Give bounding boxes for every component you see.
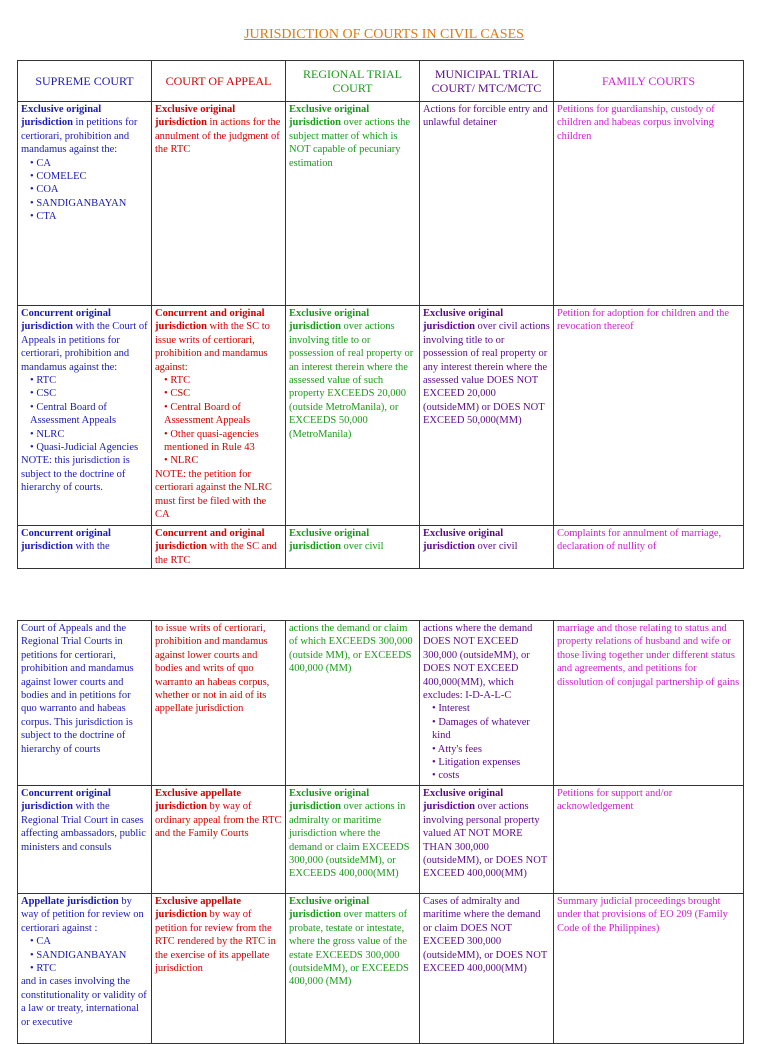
cell-bold-heading: Exclusive original jurisdiction bbox=[423, 528, 504, 553]
cell-family-courts bbox=[554, 786, 744, 894]
cell-supreme-court bbox=[18, 526, 152, 569]
list-item: • CTA bbox=[30, 210, 148, 223]
bullet-list bbox=[423, 702, 550, 782]
cell-bold-heading: Concurrent and original jurisdiction bbox=[155, 308, 265, 333]
table-row bbox=[18, 786, 744, 894]
cell-bold-heading: Exclusive original jurisdiction bbox=[289, 528, 370, 553]
cell-text: by way of petition for review from the RTC rendered by the RTC in the exercise of its appellate jurisdiction bbox=[155, 909, 276, 975]
cell-regional-trial-court bbox=[286, 786, 420, 894]
cell-bold-heading: Exclusive original jurisdiction bbox=[289, 788, 370, 813]
header-court-of-appeal: COURT OF APPEAL bbox=[152, 61, 286, 102]
cell-court-of-appeal bbox=[152, 102, 286, 306]
list-item: • NLRC bbox=[30, 428, 148, 441]
header-family-courts: FAMILY COURTS bbox=[554, 61, 744, 102]
table-row bbox=[18, 526, 744, 569]
cell-regional-trial-court bbox=[286, 621, 420, 786]
page-title: JURISDICTION OF COURTS IN CIVIL CASES bbox=[244, 27, 524, 42]
jurisdiction-table-part1 bbox=[17, 60, 744, 569]
header-regional-trial-court: REGIONAL TRIAL COURT bbox=[286, 61, 420, 102]
cell-bold-heading: Exclusive original jurisdiction bbox=[289, 308, 370, 333]
cell-text: Complaints for annulment of marriage, declaration of nullity of bbox=[557, 528, 722, 553]
cell-text: actions the demand or claim of which EXCEEDS 300,000 (outside MM), or EXCEEDS 400,000 (MM) bbox=[289, 623, 413, 675]
cell-bold-heading: Exclusive appellate jurisdiction bbox=[155, 896, 242, 921]
cell-court-of-appeal bbox=[152, 306, 286, 526]
list-item: • CSC bbox=[164, 387, 282, 400]
list-item: • Other quasi-agencies mentioned in Rule 43 bbox=[164, 428, 282, 455]
cell-family-courts bbox=[554, 894, 744, 1044]
cell-municipal-trial-court bbox=[420, 894, 554, 1044]
cell-text: Petitions for guardianship, custody of children and habeas corpus involving children bbox=[557, 104, 715, 142]
list-item: • NLRC bbox=[164, 454, 282, 467]
cell-municipal-trial-court bbox=[420, 786, 554, 894]
list-item: • Interest bbox=[432, 702, 550, 715]
cell-bold-heading: Concurrent original jurisdiction bbox=[21, 308, 111, 333]
table-row bbox=[18, 621, 744, 786]
list-item: • SANDIGANBAYAN bbox=[30, 949, 148, 962]
table-row bbox=[18, 306, 744, 526]
cell-text: in actions for the annulment of the judgment of the RTC bbox=[155, 117, 281, 156]
cell-text: Actions for forcible entry and unlawful detainer bbox=[423, 104, 548, 129]
cell-note: NOTE: this jurisdiction is subject to the doctrine of hierarchy of courts. bbox=[21, 455, 130, 494]
bullet-list bbox=[21, 374, 148, 454]
list-item: • SANDIGANBAYAN bbox=[30, 197, 148, 210]
cell-text: marriage and those relating to status and property relations of husband and wife or those living together under different status and agreements, and petitions for dissolution of conjugal partnership of gains bbox=[557, 623, 740, 688]
cell-municipal-trial-court bbox=[420, 526, 554, 569]
cell-text: over matters of probate, testate or intestate, where the gross value of the estate EXCEEDS 300,000 (outsideMM), or EXCEEDS 400,000 (MM) bbox=[289, 909, 409, 988]
cell-family-courts bbox=[554, 621, 744, 786]
cell-text: with the bbox=[72, 541, 110, 553]
cell-text: by way of petition for review on certiorari against : bbox=[21, 896, 144, 934]
cell-family-courts bbox=[554, 306, 744, 526]
cell-text: with the Regional Trial Court in cases affecting ambassadors, public ministers and consuls bbox=[21, 801, 146, 853]
cell-text: actions where the demand DOES NOT EXCEED 300,000 (outsideMM), or DOES NOT EXCEED 400,000(MM), which excludes: I-D-A-L-C bbox=[423, 623, 533, 702]
cell-court-of-appeal bbox=[152, 526, 286, 569]
cell-text: in petitions for certiorari, prohibition and mandamus against the: bbox=[21, 117, 138, 156]
list-item: • COMELEC bbox=[30, 170, 148, 183]
cell-text: Petition for adoption for children and the revocation thereof bbox=[557, 308, 730, 333]
list-item: • RTC bbox=[30, 374, 148, 387]
cell-text: over civil bbox=[340, 541, 384, 553]
cell-text: over actions involving title to or possession of real property or an interest therein where the assessed value of such property EXCEEDS 20,000 (outside MetroManila), or EXCEEDS 50,000 (MetroManila) bbox=[289, 321, 414, 440]
cell-supreme-court bbox=[18, 102, 152, 306]
cell-bold-heading: Exclusive original jurisdiction bbox=[155, 104, 236, 129]
cell-bold-heading: Concurrent original jurisdiction bbox=[21, 528, 111, 553]
cell-bold-heading: Appellate jurisdiction bbox=[21, 896, 119, 907]
list-item: • Litigation expenses bbox=[432, 756, 550, 769]
cell-bold-heading: Exclusive original jurisdiction bbox=[21, 104, 102, 129]
cell-bold-heading: Exclusive original jurisdiction bbox=[423, 788, 504, 813]
table-row bbox=[18, 894, 744, 1044]
cell-text: with the SC and the RTC bbox=[155, 541, 277, 566]
cell-text: with the Court of Appeals in petitions for certiorari, prohibition and mandamus against the: bbox=[21, 321, 148, 373]
list-item: • CA bbox=[30, 157, 148, 170]
header-supreme-court: SUPREME COURT bbox=[18, 61, 152, 102]
cell-family-courts bbox=[554, 102, 744, 306]
cell-court-of-appeal bbox=[152, 621, 286, 786]
cell-text: over actions involving personal property valued AT NOT MORE THAN 300,000 (outsideMM), or DOES NOT EXCEED 400,000(MM) bbox=[423, 801, 548, 880]
cell-supreme-court bbox=[18, 894, 152, 1044]
bullet-list bbox=[21, 157, 148, 224]
cell-note: and in cases involving the constitutionality or validity of a law or treaty, international or executive bbox=[21, 976, 147, 1028]
list-item: • Damages of whatever kind bbox=[432, 716, 550, 743]
cell-bold-heading: Concurrent original jurisdiction bbox=[21, 788, 111, 813]
cell-bold-heading: Exclusive original jurisdiction bbox=[423, 308, 504, 333]
cell-regional-trial-court bbox=[286, 102, 420, 306]
jurisdiction-table-part2 bbox=[17, 620, 744, 1044]
cell-text: over civil bbox=[474, 541, 518, 553]
cell-regional-trial-court bbox=[286, 306, 420, 526]
list-item: • CSC bbox=[30, 387, 148, 400]
cell-text: over actions the subject matter of which is NOT capable of pecuniary estimation bbox=[289, 117, 411, 169]
cell-bold-heading: Exclusive original jurisdiction bbox=[289, 896, 370, 921]
list-item: • RTC bbox=[30, 962, 148, 975]
cell-bold-heading: Concurrent and original jurisdiction bbox=[155, 528, 265, 553]
header-municipal-trial-court: MUNICIPAL TRIAL COURT/ MTC/MCTC bbox=[420, 61, 554, 102]
list-item: • Quasi-Judicial Agencies bbox=[30, 441, 148, 454]
bullet-list bbox=[155, 374, 282, 468]
cell-text: by way of ordinary appeal from the RTC and the Family Courts bbox=[155, 801, 282, 840]
cell-text: over civil actions involving title to or possession of real property or any interest therein where the assessed value DOES NOT EXCEED 20,000 (outsideMM) or DOES NOT EXCEED 50,000(MM) bbox=[423, 321, 550, 427]
list-item: • COA bbox=[30, 183, 148, 196]
cell-text: with the SC to issue writs of certiorari, prohibition and mandamus against: bbox=[155, 321, 270, 373]
cell-text: Court of Appeals and the Regional Trial Courts in petitions for certiorari, prohibition and mandamus against lower courts and bodies and in petitions for quo warranto and habeas corpus. This jurisdiction is subject to the doctrine of hierarchy of courts bbox=[21, 623, 134, 755]
list-item: • Central Board of Assessment Appeals bbox=[30, 401, 148, 428]
cell-municipal-trial-court bbox=[420, 102, 554, 306]
cell-text: Petitions for support and/or acknowledgement bbox=[557, 788, 673, 813]
cell-regional-trial-court bbox=[286, 894, 420, 1044]
cell-text: Summary judicial proceedings brought under that provisions of EO 209 (Family Code of the Philippines) bbox=[557, 896, 728, 934]
list-item: • RTC bbox=[164, 374, 282, 387]
cell-municipal-trial-court bbox=[420, 306, 554, 526]
cell-supreme-court bbox=[18, 786, 152, 894]
cell-text: Cases of admiralty and maritime where the demand or claim DOES NOT EXCEED 300,000 (outsideMM), or DOES NOT EXCEED 400,000(MM) bbox=[423, 896, 548, 975]
cell-court-of-appeal bbox=[152, 894, 286, 1044]
cell-text: over actions in admiralty or maritime jurisdiction where the demand or claim EXCEEDS 300,000 (outsideMM), or EXCEEDS 400,000(MM) bbox=[289, 801, 410, 880]
cell-court-of-appeal bbox=[152, 786, 286, 894]
cell-regional-trial-court bbox=[286, 526, 420, 569]
cell-municipal-trial-court bbox=[420, 621, 554, 786]
list-item: • CA bbox=[30, 935, 148, 948]
table-header-row bbox=[18, 61, 744, 102]
cell-text: to issue writs of certiorari, prohibition and mandamus against lower courts and bodies and writs of quo warranto an habeas corpus, whether or not in aid of its appellate jurisdiction bbox=[155, 623, 270, 715]
cell-bold-heading: Exclusive appellate jurisdiction bbox=[155, 788, 242, 813]
cell-family-courts bbox=[554, 526, 744, 569]
list-item: • costs bbox=[432, 769, 550, 782]
cell-bold-heading: Exclusive original jurisdiction bbox=[289, 104, 370, 129]
cell-supreme-court bbox=[18, 306, 152, 526]
bullet-list bbox=[21, 935, 148, 975]
cell-note: NOTE: the petition for certiorari against the NLRC must first be filed with the CA bbox=[155, 468, 272, 521]
list-item: • Atty's fees bbox=[432, 743, 550, 756]
cell-supreme-court bbox=[18, 621, 152, 786]
table-row bbox=[18, 102, 744, 306]
list-item: • Central Board of Assessment Appeals bbox=[164, 401, 282, 428]
